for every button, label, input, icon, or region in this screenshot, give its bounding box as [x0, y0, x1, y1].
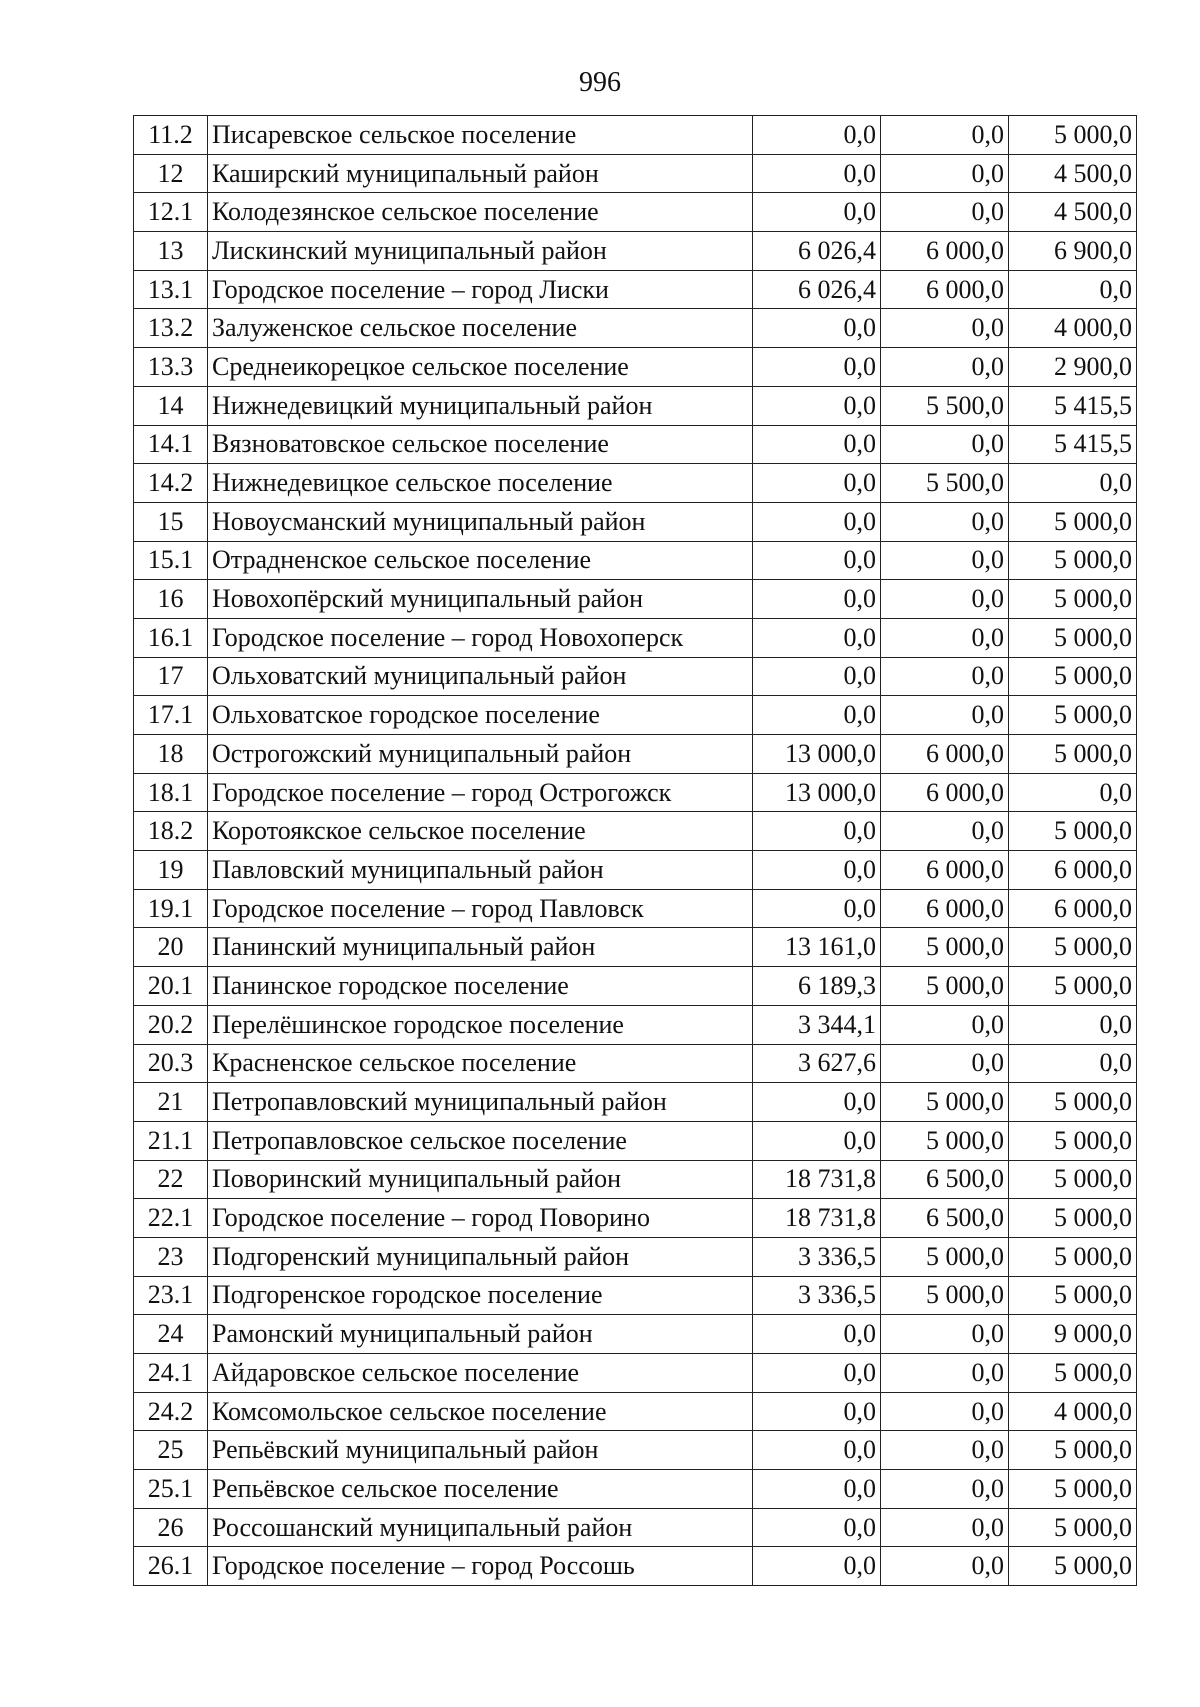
- value-column-1-cell: 0,0: [753, 348, 881, 387]
- value-column-1-cell: 0,0: [753, 116, 881, 155]
- value-column-1-cell: 3 336,5: [753, 1276, 881, 1315]
- value-column-2-cell: 6 500,0: [881, 1199, 1009, 1238]
- table-row: [134, 580, 1137, 619]
- value-column-2-cell: 0,0: [881, 580, 1009, 619]
- table-row: [134, 1354, 1137, 1393]
- row-number-cell: 13: [134, 232, 208, 271]
- table-row: [134, 1470, 1137, 1509]
- municipality-name-cell: Коротоякское сельское поселение: [208, 812, 753, 851]
- row-number-cell: 11.2: [134, 116, 208, 155]
- value-column-1-cell: 3 344,1: [753, 1005, 881, 1044]
- value-column-2-cell: 6 500,0: [881, 1160, 1009, 1199]
- table-row: [134, 657, 1137, 696]
- value-column-2-cell: 0,0: [881, 696, 1009, 735]
- row-number-cell: 26: [134, 1508, 208, 1547]
- municipality-name-cell: Комсомольское сельское поселение: [208, 1392, 753, 1431]
- municipality-name-cell: Репьёвский муниципальный район: [208, 1431, 753, 1470]
- value-column-3-cell: 5 000,0: [1009, 1121, 1137, 1160]
- value-column-1-cell: 6 026,4: [753, 232, 881, 271]
- value-column-1-cell: 0,0: [753, 309, 881, 348]
- row-number-cell: 16: [134, 580, 208, 619]
- value-column-3-cell: 4 500,0: [1009, 193, 1137, 232]
- municipality-name-cell: Павловский муниципальный район: [208, 851, 753, 890]
- row-number-cell: 20.1: [134, 967, 208, 1006]
- municipality-name-cell: Городское поселение – город Россошь: [208, 1547, 753, 1586]
- value-column-3-cell: 5 000,0: [1009, 1083, 1137, 1122]
- municipality-name-cell: Айдаровское сельское поселение: [208, 1354, 753, 1393]
- row-number-cell: 20.2: [134, 1005, 208, 1044]
- municipality-name-cell: Залуженское сельское поселение: [208, 309, 753, 348]
- value-column-3-cell: 5 000,0: [1009, 1508, 1137, 1547]
- table-row: [134, 1121, 1137, 1160]
- municipality-name-cell: Подгоренское городское поселение: [208, 1276, 753, 1315]
- value-column-3-cell: 0,0: [1009, 270, 1137, 309]
- table-row: [134, 541, 1137, 580]
- value-column-1-cell: 0,0: [753, 154, 881, 193]
- municipality-name-cell: Новохопёрский муниципальный район: [208, 580, 753, 619]
- table-row: [134, 967, 1137, 1006]
- value-column-1-cell: 0,0: [753, 193, 881, 232]
- value-column-3-cell: 5 000,0: [1009, 1354, 1137, 1393]
- municipality-name-cell: Ольховатский муниципальный район: [208, 657, 753, 696]
- value-column-3-cell: 0,0: [1009, 1044, 1137, 1083]
- value-column-2-cell: 6 000,0: [881, 735, 1009, 774]
- value-column-3-cell: 6 000,0: [1009, 851, 1137, 890]
- municipality-name-cell: Поворинский муниципальный район: [208, 1160, 753, 1199]
- table-row: [134, 696, 1137, 735]
- value-column-1-cell: 0,0: [753, 1508, 881, 1547]
- value-column-2-cell: 0,0: [881, 154, 1009, 193]
- value-column-2-cell: 0,0: [881, 348, 1009, 387]
- row-number-cell: 13.1: [134, 270, 208, 309]
- value-column-1-cell: 0,0: [753, 541, 881, 580]
- value-column-2-cell: 0,0: [881, 1470, 1009, 1509]
- value-column-3-cell: 5 000,0: [1009, 735, 1137, 774]
- municipality-name-cell: Городское поселение – город Павловск: [208, 889, 753, 928]
- table-row: [134, 812, 1137, 851]
- table-row: [134, 618, 1137, 657]
- row-number-cell: 14.1: [134, 425, 208, 464]
- municipality-name-cell: Колодезянское сельское поселение: [208, 193, 753, 232]
- row-number-cell: 19.1: [134, 889, 208, 928]
- value-column-3-cell: 5 000,0: [1009, 502, 1137, 541]
- table-row: [134, 502, 1137, 541]
- row-number-cell: 16.1: [134, 618, 208, 657]
- value-column-2-cell: 0,0: [881, 1392, 1009, 1431]
- table-row: [134, 232, 1137, 271]
- value-column-3-cell: 5 000,0: [1009, 1547, 1137, 1586]
- value-column-2-cell: 0,0: [881, 1044, 1009, 1083]
- value-column-3-cell: 5 000,0: [1009, 696, 1137, 735]
- municipality-name-cell: Панинское городское поселение: [208, 967, 753, 1006]
- value-column-3-cell: 6 900,0: [1009, 232, 1137, 271]
- value-column-1-cell: 18 731,8: [753, 1199, 881, 1238]
- value-column-3-cell: 5 000,0: [1009, 967, 1137, 1006]
- row-number-cell: 17.1: [134, 696, 208, 735]
- table-row: [134, 1392, 1137, 1431]
- value-column-1-cell: 0,0: [753, 1547, 881, 1586]
- value-column-3-cell: 5 415,5: [1009, 425, 1137, 464]
- table-row: [134, 116, 1137, 155]
- value-column-1-cell: 6 026,4: [753, 270, 881, 309]
- value-column-1-cell: 0,0: [753, 1121, 881, 1160]
- municipality-name-cell: Петропавловский муниципальный район: [208, 1083, 753, 1122]
- value-column-3-cell: 9 000,0: [1009, 1315, 1137, 1354]
- table-row: [134, 425, 1137, 464]
- municipality-name-cell: Нижнедевицкое сельское поселение: [208, 464, 753, 503]
- row-number-cell: 12.1: [134, 193, 208, 232]
- value-column-3-cell: 5 000,0: [1009, 618, 1137, 657]
- table-row: [134, 1160, 1137, 1199]
- row-number-cell: 24: [134, 1315, 208, 1354]
- value-column-3-cell: 5 000,0: [1009, 1276, 1137, 1315]
- value-column-3-cell: 5 000,0: [1009, 928, 1137, 967]
- municipality-name-cell: Красненское сельское поселение: [208, 1044, 753, 1083]
- municipality-name-cell: Каширский муниципальный район: [208, 154, 753, 193]
- municipality-name-cell: Среднеикорецкое сельское поселение: [208, 348, 753, 387]
- value-column-1-cell: 0,0: [753, 889, 881, 928]
- row-number-cell: 17: [134, 657, 208, 696]
- value-column-2-cell: 0,0: [881, 1354, 1009, 1393]
- value-column-1-cell: 0,0: [753, 1354, 881, 1393]
- value-column-1-cell: 0,0: [753, 386, 881, 425]
- value-column-1-cell: 0,0: [753, 1470, 881, 1509]
- table-row: [134, 928, 1137, 967]
- value-column-2-cell: 5 000,0: [881, 1276, 1009, 1315]
- value-column-3-cell: 0,0: [1009, 1005, 1137, 1044]
- value-column-2-cell: 0,0: [881, 1431, 1009, 1470]
- value-column-1-cell: 0,0: [753, 580, 881, 619]
- value-column-3-cell: 6 000,0: [1009, 889, 1137, 928]
- municipality-name-cell: Подгоренский муниципальный район: [208, 1237, 753, 1276]
- value-column-2-cell: 0,0: [881, 812, 1009, 851]
- value-column-2-cell: 0,0: [881, 1005, 1009, 1044]
- page-number: 996: [579, 67, 621, 98]
- value-column-3-cell: 4 000,0: [1009, 1392, 1137, 1431]
- value-column-3-cell: 5 000,0: [1009, 657, 1137, 696]
- row-number-cell: 25: [134, 1431, 208, 1470]
- row-number-cell: 26.1: [134, 1547, 208, 1586]
- value-column-2-cell: 5 500,0: [881, 386, 1009, 425]
- municipality-name-cell: Отрадненское сельское поселение: [208, 541, 753, 580]
- municipality-name-cell: Перелёшинское городское поселение: [208, 1005, 753, 1044]
- value-column-3-cell: 5 000,0: [1009, 1431, 1137, 1470]
- value-column-3-cell: 0,0: [1009, 773, 1137, 812]
- table-row: [134, 386, 1137, 425]
- table-row: [134, 889, 1137, 928]
- value-column-2-cell: 6 000,0: [881, 851, 1009, 890]
- municipality-name-cell: Петропавловское сельское поселение: [208, 1121, 753, 1160]
- value-column-3-cell: 5 000,0: [1009, 1470, 1137, 1509]
- value-column-2-cell: 0,0: [881, 116, 1009, 155]
- table-row: [134, 1199, 1137, 1238]
- table-row: [134, 851, 1137, 890]
- value-column-3-cell: 5 000,0: [1009, 541, 1137, 580]
- table-row: [134, 773, 1137, 812]
- value-column-3-cell: 2 900,0: [1009, 348, 1137, 387]
- row-number-cell: 15: [134, 502, 208, 541]
- value-column-2-cell: 5 000,0: [881, 928, 1009, 967]
- row-number-cell: 13.3: [134, 348, 208, 387]
- table-row: [134, 1431, 1137, 1470]
- row-number-cell: 22.1: [134, 1199, 208, 1238]
- table-row: [134, 464, 1137, 503]
- value-column-3-cell: 5 000,0: [1009, 812, 1137, 851]
- value-column-2-cell: 5 500,0: [881, 464, 1009, 503]
- table-row: [134, 154, 1137, 193]
- table-row: [134, 348, 1137, 387]
- value-column-2-cell: 6 000,0: [881, 232, 1009, 271]
- value-column-3-cell: 4 500,0: [1009, 154, 1137, 193]
- value-column-2-cell: 0,0: [881, 1315, 1009, 1354]
- row-number-cell: 21: [134, 1083, 208, 1122]
- value-column-2-cell: 5 000,0: [881, 1121, 1009, 1160]
- row-number-cell: 23.1: [134, 1276, 208, 1315]
- value-column-1-cell: 13 161,0: [753, 928, 881, 967]
- municipality-name-cell: Панинский муниципальный район: [208, 928, 753, 967]
- row-number-cell: 14.2: [134, 464, 208, 503]
- value-column-2-cell: 0,0: [881, 618, 1009, 657]
- value-column-2-cell: 5 000,0: [881, 1237, 1009, 1276]
- row-number-cell: 13.2: [134, 309, 208, 348]
- municipality-name-cell: Лискинский муниципальный район: [208, 232, 753, 271]
- value-column-1-cell: 3 627,6: [753, 1044, 881, 1083]
- table-row: [134, 309, 1137, 348]
- municipality-name-cell: Россошанский муниципальный район: [208, 1508, 753, 1547]
- value-column-1-cell: 0,0: [753, 618, 881, 657]
- value-column-1-cell: 0,0: [753, 1083, 881, 1122]
- value-column-2-cell: 0,0: [881, 502, 1009, 541]
- budget-table: [133, 115, 1137, 1586]
- value-column-2-cell: 6 000,0: [881, 889, 1009, 928]
- table-row: [134, 1315, 1137, 1354]
- value-column-3-cell: 5 000,0: [1009, 116, 1137, 155]
- municipality-name-cell: Городское поселение – город Поворино: [208, 1199, 753, 1238]
- value-column-2-cell: 6 000,0: [881, 773, 1009, 812]
- row-number-cell: 23: [134, 1237, 208, 1276]
- row-number-cell: 20: [134, 928, 208, 967]
- value-column-1-cell: 18 731,8: [753, 1160, 881, 1199]
- value-column-1-cell: 0,0: [753, 1392, 881, 1431]
- value-column-1-cell: 0,0: [753, 851, 881, 890]
- value-column-2-cell: 0,0: [881, 657, 1009, 696]
- value-column-1-cell: 3 336,5: [753, 1237, 881, 1276]
- value-column-1-cell: 13 000,0: [753, 773, 881, 812]
- row-number-cell: 22: [134, 1160, 208, 1199]
- table-row: [134, 735, 1137, 774]
- table-row: [134, 270, 1137, 309]
- row-number-cell: 14: [134, 386, 208, 425]
- row-number-cell: 21.1: [134, 1121, 208, 1160]
- row-number-cell: 25.1: [134, 1470, 208, 1509]
- table-row: [134, 193, 1137, 232]
- table-row: [134, 1508, 1137, 1547]
- municipality-name-cell: Репьёвское сельское поселение: [208, 1470, 753, 1509]
- municipality-name-cell: Новоусманский муниципальный район: [208, 502, 753, 541]
- value-column-2-cell: 0,0: [881, 541, 1009, 580]
- row-number-cell: 19: [134, 851, 208, 890]
- value-column-1-cell: 0,0: [753, 502, 881, 541]
- value-column-1-cell: 0,0: [753, 1431, 881, 1470]
- municipality-name-cell: Вязноватовское сельское поселение: [208, 425, 753, 464]
- value-column-2-cell: 0,0: [881, 193, 1009, 232]
- value-column-3-cell: 5 415,5: [1009, 386, 1137, 425]
- row-number-cell: 24.2: [134, 1392, 208, 1431]
- municipality-name-cell: Рамонский муниципальный район: [208, 1315, 753, 1354]
- row-number-cell: 12: [134, 154, 208, 193]
- row-number-cell: 20.3: [134, 1044, 208, 1083]
- table-row: [134, 1044, 1137, 1083]
- value-column-1-cell: 0,0: [753, 812, 881, 851]
- row-number-cell: 24.1: [134, 1354, 208, 1393]
- table-row: [134, 1547, 1137, 1586]
- value-column-2-cell: 0,0: [881, 309, 1009, 348]
- municipality-name-cell: Острогожский муниципальный район: [208, 735, 753, 774]
- municipality-name-cell: Городское поселение – город Лиски: [208, 270, 753, 309]
- value-column-1-cell: 0,0: [753, 1315, 881, 1354]
- value-column-2-cell: 0,0: [881, 425, 1009, 464]
- row-number-cell: 18.2: [134, 812, 208, 851]
- value-column-3-cell: 0,0: [1009, 464, 1137, 503]
- table-row: [134, 1276, 1137, 1315]
- value-column-3-cell: 5 000,0: [1009, 1237, 1137, 1276]
- value-column-2-cell: 6 000,0: [881, 270, 1009, 309]
- value-column-1-cell: 0,0: [753, 464, 881, 503]
- municipality-name-cell: Писаревское сельское поселение: [208, 116, 753, 155]
- value-column-2-cell: 0,0: [881, 1508, 1009, 1547]
- budget-table-body: [134, 116, 1137, 1586]
- row-number-cell: 15.1: [134, 541, 208, 580]
- value-column-1-cell: 0,0: [753, 657, 881, 696]
- value-column-1-cell: 6 189,3: [753, 967, 881, 1006]
- value-column-3-cell: 5 000,0: [1009, 1199, 1137, 1238]
- table-row: [134, 1237, 1137, 1276]
- value-column-3-cell: 5 000,0: [1009, 1160, 1137, 1199]
- value-column-2-cell: 0,0: [881, 1547, 1009, 1586]
- value-column-1-cell: 0,0: [753, 425, 881, 464]
- table-row: [134, 1083, 1137, 1122]
- municipality-name-cell: Нижнедевицкий муниципальный район: [208, 386, 753, 425]
- value-column-3-cell: 4 000,0: [1009, 309, 1137, 348]
- value-column-2-cell: 5 000,0: [881, 967, 1009, 1006]
- value-column-1-cell: 13 000,0: [753, 735, 881, 774]
- row-number-cell: 18.1: [134, 773, 208, 812]
- value-column-2-cell: 5 000,0: [881, 1083, 1009, 1122]
- value-column-3-cell: 5 000,0: [1009, 580, 1137, 619]
- value-column-1-cell: 0,0: [753, 696, 881, 735]
- table-row: [134, 1005, 1137, 1044]
- municipality-name-cell: Городское поселение – город Новохоперск: [208, 618, 753, 657]
- municipality-name-cell: Ольховатское городское поселение: [208, 696, 753, 735]
- municipality-name-cell: Городское поселение – город Острогожск: [208, 773, 753, 812]
- row-number-cell: 18: [134, 735, 208, 774]
